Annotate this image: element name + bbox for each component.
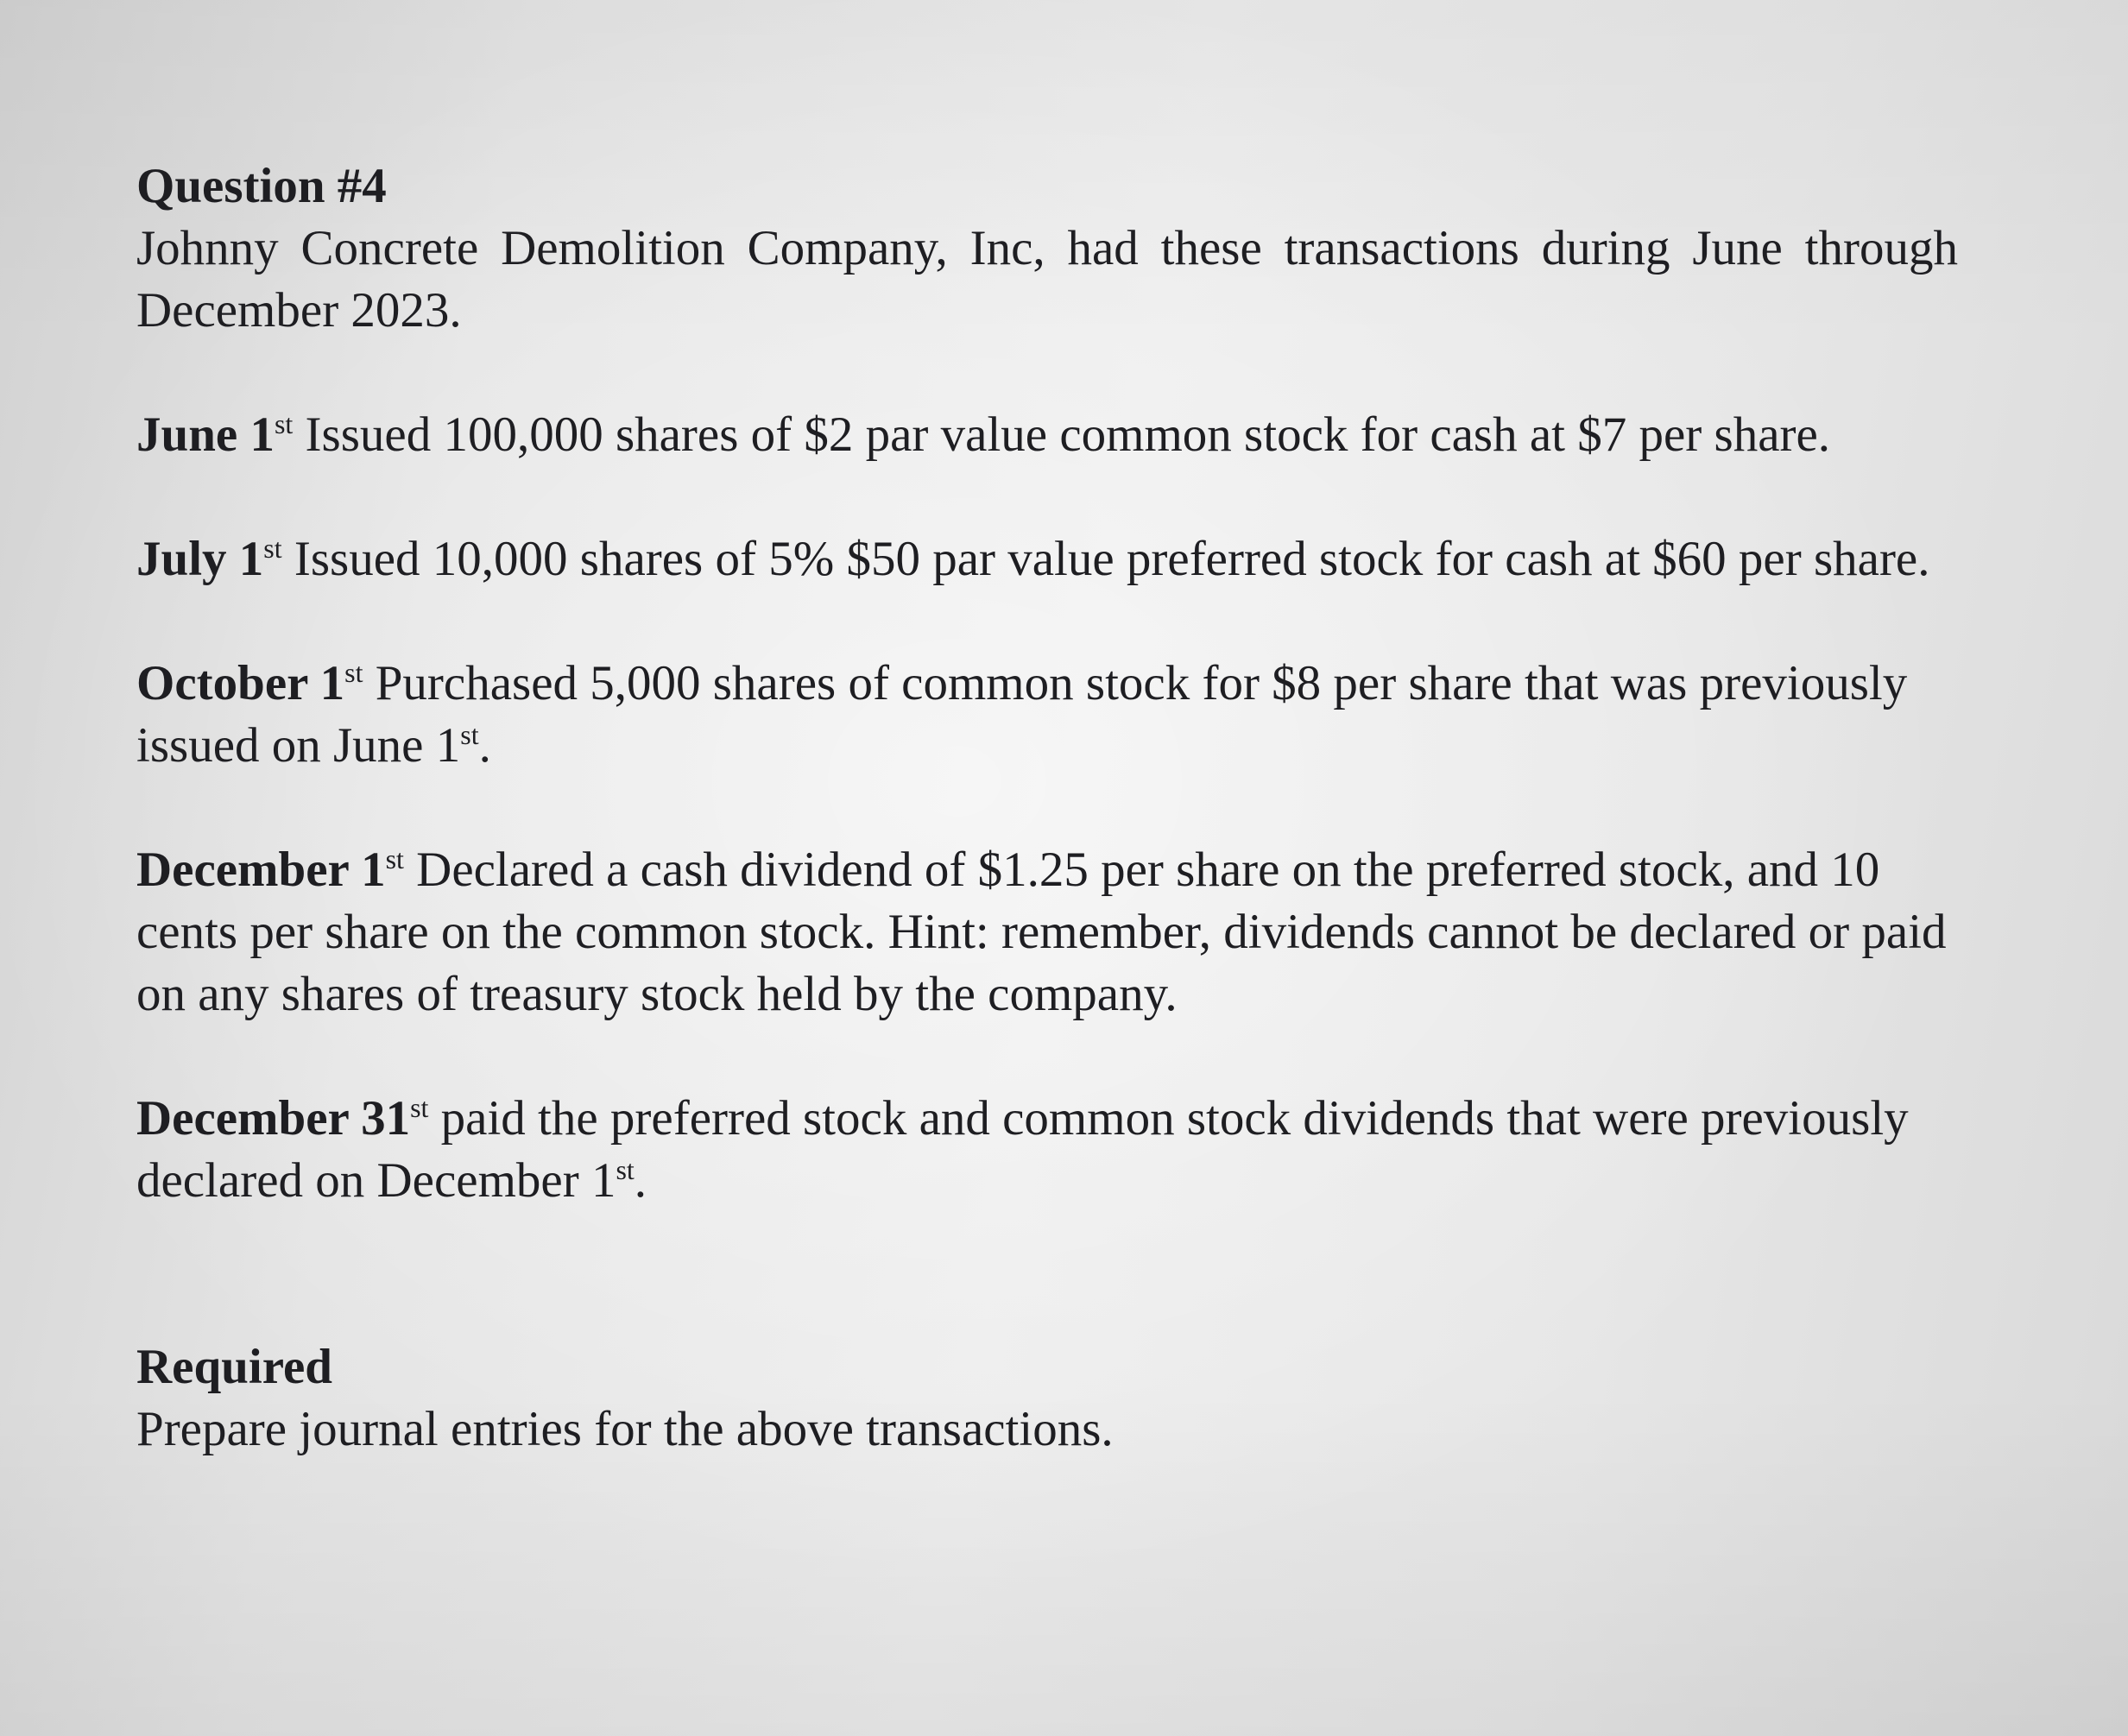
- transaction-text: paid the preferred stock and common stock dividends that were previously declared on December 1: [136, 1091, 1909, 1208]
- transaction-july: [136, 528, 1958, 590]
- ordinal-suffix: st: [460, 719, 479, 750]
- transaction-date: October 1: [136, 656, 345, 710]
- document: [136, 155, 1958, 1461]
- transaction-date: December 1: [136, 843, 386, 897]
- transaction-text: Issued 100,000 shares of $2 par value common stock for cash at $7 per share.: [305, 407, 1831, 462]
- transaction-text: Declared a cash dividend of $1.25 per share on the preferred stock, and 10 cents per share on the common stock. Hint: remember, dividends cannot be declared or paid on any shares of treasury stock held by the company.: [136, 843, 1947, 1021]
- ordinal-suffix: st: [344, 657, 363, 688]
- ordinal-suffix: st: [274, 408, 294, 439]
- ordinal-suffix: st: [616, 1154, 635, 1185]
- ordinal-suffix: st: [410, 1092, 429, 1123]
- transaction-text: Purchased 5,000 shares of common stock for $8 per share that was previously issued on June 1: [136, 656, 1908, 773]
- sentence-end: .: [634, 1153, 647, 1208]
- question-title: Question #4: [136, 159, 387, 213]
- transaction-text: Issued 10,000 shares of 5% $50 par value preferred stock for cash at $60 per share.: [294, 532, 1930, 586]
- question-intro: Johnny Concrete Demolition Company, Inc, had these transactions during June through December 2023.: [136, 221, 1958, 338]
- transaction-date: December 31: [136, 1091, 411, 1146]
- transaction-date: July 1: [136, 532, 264, 586]
- required-label: Required: [136, 1340, 332, 1394]
- transaction-december-1: [136, 839, 1958, 1026]
- transaction-october: [136, 653, 1958, 777]
- transaction-date: June 1: [136, 407, 275, 462]
- transaction-december-31: [136, 1088, 1958, 1212]
- ordinal-suffix: st: [385, 843, 404, 874]
- transaction-june: [136, 404, 1958, 466]
- ordinal-suffix: st: [263, 533, 282, 564]
- sentence-end: .: [478, 718, 491, 773]
- required-text: Prepare journal entries for the above transactions.: [136, 1402, 1114, 1456]
